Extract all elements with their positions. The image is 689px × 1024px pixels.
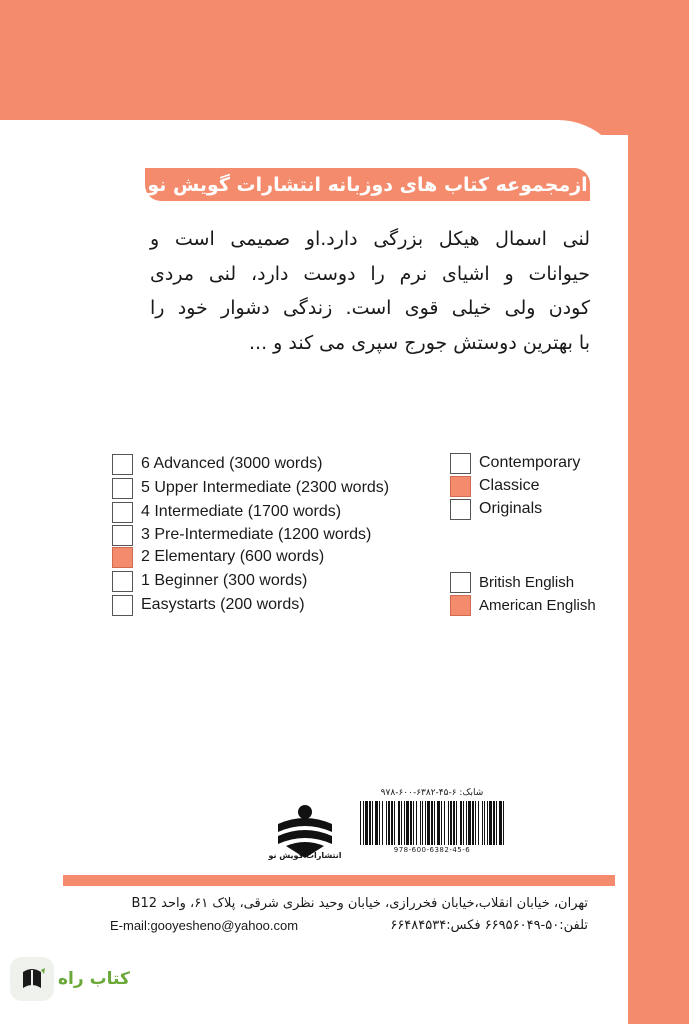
level-label: 6 Advanced (3000 words) [141,455,323,472]
level-checkbox-checked [112,547,133,568]
description-line: کودن ولی خیلی قوی است. زندگی دشوار خود را [150,297,590,319]
barcode-icon [358,801,506,845]
level-label: 3 Pre-Intermediate (1200 words) [141,526,372,543]
description-line: حیوانات و اشیای نرم را دوست دارد، لنی مردی [150,262,590,285]
top-color-band [0,0,689,135]
level-checkbox [112,595,133,616]
dialect-option [450,570,574,594]
level-option [112,569,307,593]
publisher-phones: تلفن:۵۰-۶۶۹۵۶۰۴۹ فکس:۶۶۴۸۴۵۳۴ [390,918,588,933]
description-line: لنی اسمال هیکل بزرگی دارد.او صمیمی است و [150,228,590,250]
category-label: Classice [479,477,540,494]
level-option [112,500,341,524]
level-option [112,523,371,547]
category-label: Originals [479,500,543,517]
level-label: Easystarts (200 words) [141,596,305,613]
publisher-logo-text: انتشارات گویش نو [268,851,342,860]
level-checkbox [112,454,133,475]
level-option [112,593,305,617]
store-logo-icon [10,957,54,1001]
barcode-number: 978-600-6382-45-6 [393,846,471,854]
book-description [150,222,590,360]
store-name: کتاب راه [58,969,130,989]
barcode [358,788,506,863]
level-checkbox [112,502,133,523]
series-banner: ازمجموعه کتاب های دوزبانه انتشارات گویش نو [145,168,590,201]
publisher-email: E-mail:gooyesheno@yahoo.com [110,918,299,933]
level-checkbox [112,571,133,592]
level-label: 5 Upper Intermediate (2300 words) [141,479,390,496]
level-label: 2 Elementary (600 words) [141,548,325,565]
category-label: Contemporary [479,454,581,471]
level-option [112,452,322,476]
dialect-option [450,593,596,617]
category-checkbox-checked [450,476,471,497]
category-checkbox [450,499,471,520]
store-watermark [10,956,130,1002]
isbn-text: شابک: ۶-۴۵-۶۳۸۲-۶۰۰-۹۷۸ [380,788,484,798]
level-option [112,545,324,569]
right-color-band [628,0,689,1024]
footer-bar [63,875,615,886]
category-option [450,451,580,475]
book-icon [17,964,47,994]
level-checkbox [112,478,133,499]
dialect-checkbox-checked [450,595,471,616]
dialect-checkbox [450,572,471,593]
level-label: 4 Intermediate (1700 words) [141,503,342,520]
dialect-label: British English [479,573,575,591]
dialect-label: American English [479,596,596,614]
level-label: 1 Beginner (300 words) [141,572,308,589]
category-option [450,474,539,498]
publisher-address: تهران، خیابان انقلاب،خیابان فخررازی، خیابان وحید نظری شرقی، پلاک ۶۱، واحد B12 [131,896,588,911]
level-checkbox [112,525,133,546]
description-line: با بهترین دوستش جورج سپری می کند و ... [249,331,590,354]
category-option [450,497,542,521]
level-option [112,476,389,500]
category-checkbox [450,453,471,474]
